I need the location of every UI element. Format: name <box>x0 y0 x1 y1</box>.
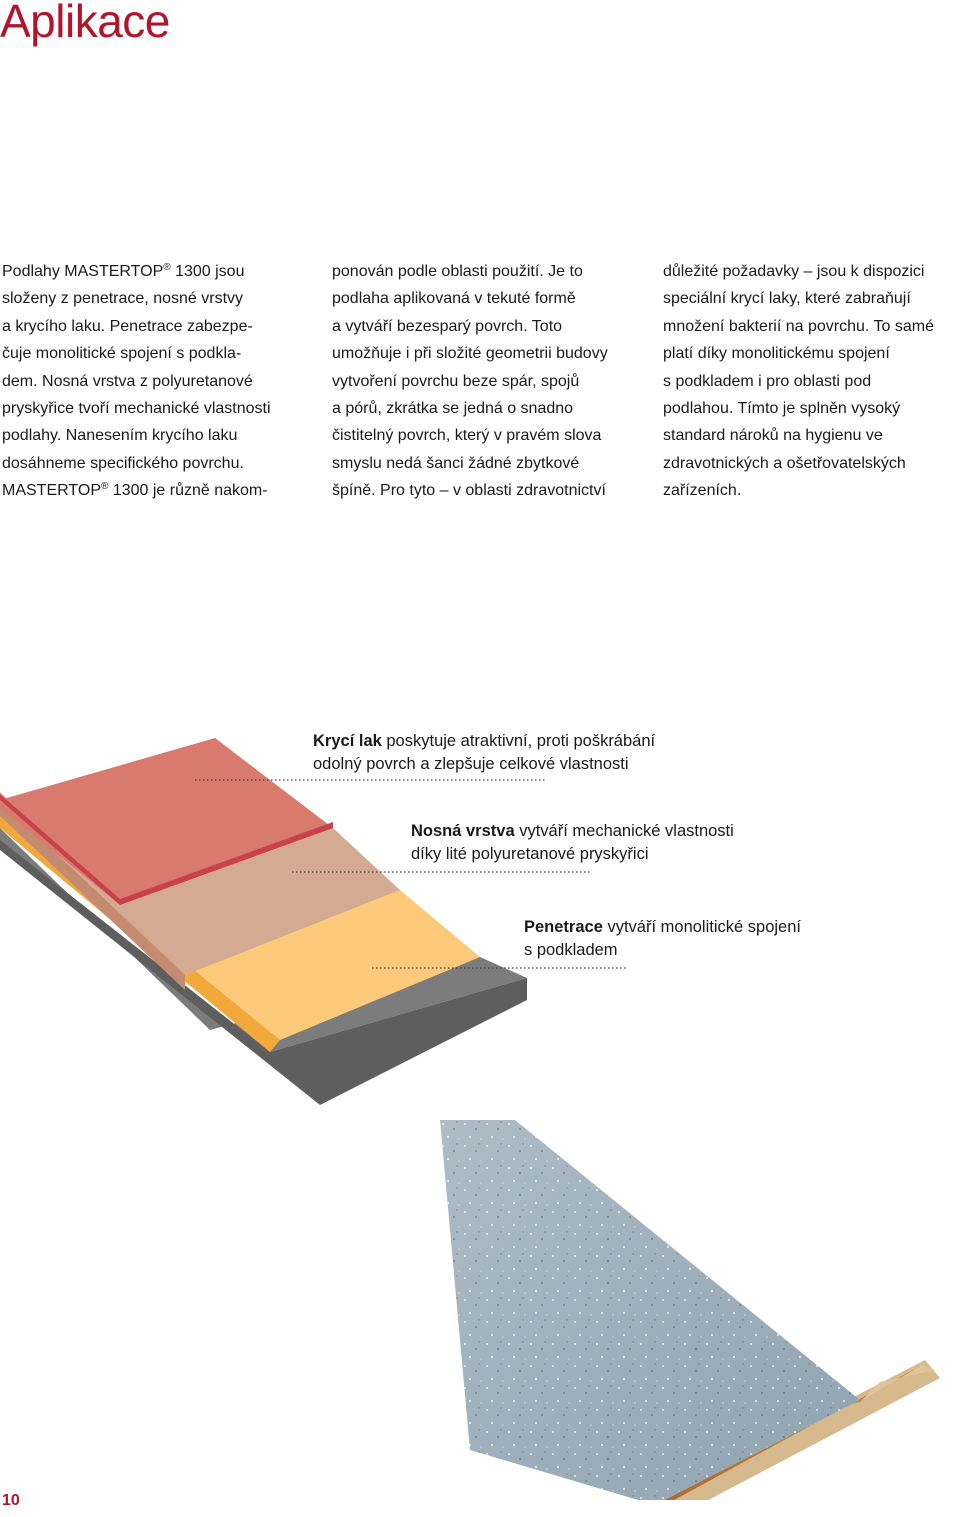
floor-sample-illustration <box>0 1120 960 1500</box>
floor-sample-photo <box>0 1120 960 1500</box>
column-2-line: umožňuje i při složité geometrii budovy <box>332 345 608 363</box>
page-number: 10 <box>2 1492 20 1509</box>
column-2-line: špíně. Pro tyto – v oblasti zdravotnictví <box>332 482 606 500</box>
column-1-line: Podlahy MASTERTOP® 1300 jsou <box>2 262 245 280</box>
label-kryci-lak: Krycí lak poskytuje atraktivní, proti poškrábání odolný povrch a zlepšuje celkové vlastnosti <box>313 732 656 773</box>
column-3-line: zařízeních. <box>663 482 742 500</box>
column-2-line: smyslu nedá šanci žádné zbytkové <box>332 454 580 472</box>
column-1-line: složeny z penetrace, nosné vrstvy <box>2 290 244 308</box>
text-column-1 <box>2 258 302 505</box>
column-1-line: podlahy. Nanesením krycího laku <box>2 427 238 445</box>
column-1-line: dem. Nosná vrstva z polyuretanové <box>2 372 253 390</box>
column-1-line: a krycího laku. Penetrace zabezpe- <box>2 317 253 335</box>
column-2-line: vytvoření povrchu beze spár, spojů <box>332 372 580 390</box>
column-1-line: čuje monolitické spojení s podkla- <box>2 345 242 363</box>
column-1-line: MASTERTOP® 1300 je různě nakom- <box>2 481 268 500</box>
column-3-line: množení bakterií na povrchu. To samé <box>663 317 934 335</box>
page-title: Aplikace <box>0 0 170 47</box>
column-3-line: podlahou. Tímto je splněn vysoký <box>663 400 901 418</box>
label-nosna-vrstva: Nosná vrstva vytváří mechanické vlastnosti díky lité polyuretanové pryskyřici <box>411 822 734 863</box>
column-3-line: s podkladem i pro oblasti pod <box>663 372 872 390</box>
column-3-line: standard nároků na hygienu ve <box>663 427 883 445</box>
column-2-line: a pórů, zkrátka se jedná o snadno <box>332 400 574 418</box>
column-3-line: platí díky monolitickému spojení <box>663 345 890 363</box>
text-column-2 <box>332 258 632 505</box>
column-2-line: čistitelný povrch, který v pravém slova <box>332 427 602 445</box>
column-2-line: ponován podle oblasti použití. Je to <box>332 263 583 280</box>
text-column-3 <box>663 258 960 505</box>
layer-diagram <box>0 700 960 1120</box>
column-1-line: dosáhneme specifického povrchu. <box>2 454 244 472</box>
column-2-line: a vytváří bezesparý povrch. Toto <box>332 317 563 335</box>
column-3-line: speciální krycí laky, které zabraňují <box>663 290 911 308</box>
label-penetrace: Penetrace vytváří monolitické spojení s podkladem <box>524 918 801 959</box>
column-1-line: pryskyřice tvoří mechanické vlastnosti <box>2 400 271 418</box>
column-3-line: důležité požadavky – jsou k dispozici <box>663 263 925 280</box>
column-2-line: podlaha aplikovaná v tekuté formě <box>332 290 576 308</box>
column-3-line: zdravotnických a ošetřovatelských <box>663 454 906 472</box>
